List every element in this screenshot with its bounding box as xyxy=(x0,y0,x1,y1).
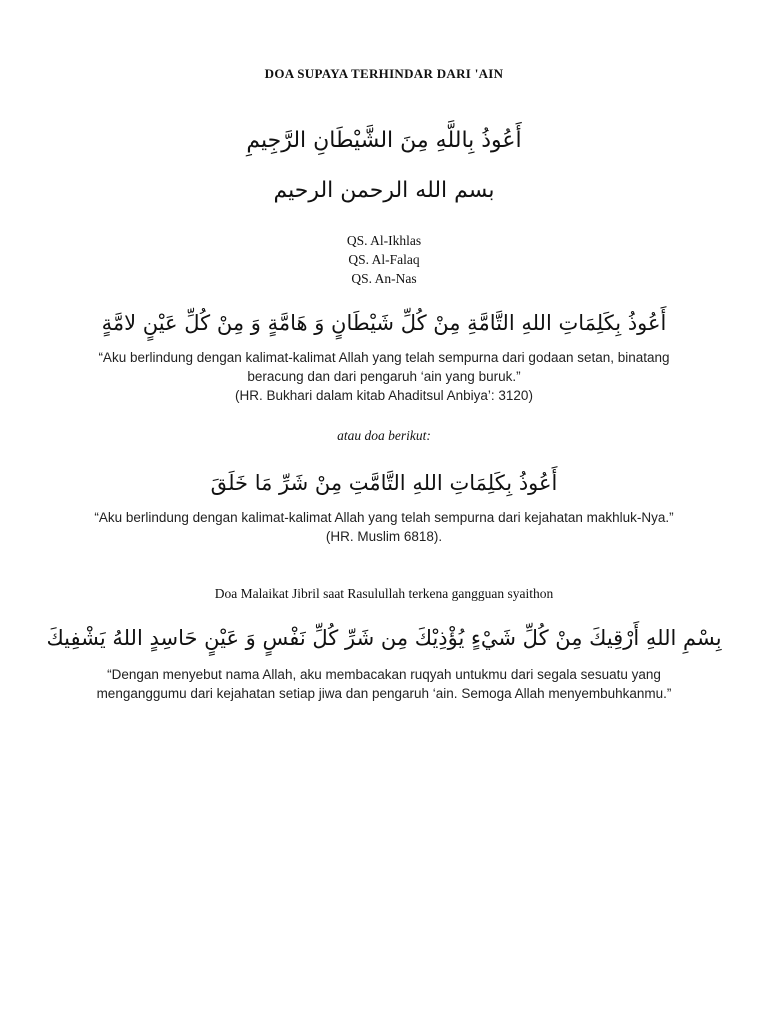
basmalah-arabic: بسم الله الرحمن الرحيم xyxy=(273,178,495,203)
or-label: atau doa berikut: xyxy=(337,428,431,443)
dua1-translation-line1: “Aku berlindung dengan kalimat-kalimat Allah yang telah sempurna dari godaan setan, binatang xyxy=(98,350,670,365)
jibril-heading: Doa Malaikat Jibril saat Rasulullah terkena gangguan syaithon xyxy=(214,586,554,601)
dua2-arabic: أَعُوذُ بِكَلِمَاتِ اللهِ التَّامَّتِ مِنْ شَرِّ مَا خَلَقَ xyxy=(210,471,558,495)
surah-item: QS. Al-Ikhlas xyxy=(346,233,422,248)
dua1-arabic: أَعُوذُ بِكَلِمَاتِ اللهِ التَّامَّةِ مِنْ كُلِّ شَيْطَانٍ وَ هَامَّةٍ وَ مِنْ كُلِّ عَيْنٍ لامَّةٍ xyxy=(101,311,667,335)
document-title: DOA SUPAYA TERHINDAR DARI 'AIN xyxy=(264,66,504,81)
dua3-translation-line2: menganggumu dari kejahatan setiap jiwa dan pengaruh ‘ain. Semoga Allah menyembuhkanmu.” xyxy=(96,686,672,701)
surah-item: QS. Al-Falaq xyxy=(348,252,420,267)
surah-item: QS. An-Nas xyxy=(351,271,417,286)
dua1-translation-line2: beracung dan dari pengaruh ‘ain yang buruk.” xyxy=(247,369,521,384)
dua2-translation: “Aku berlindung dengan kalimat-kalimat Allah yang telah sempurna dari kejahatan makhluk-Nya.” xyxy=(94,510,674,525)
dua3-arabic: بِسْمِ اللهِ أَرْقِيكَ مِنْ كُلِّ شَيْءٍ يُؤْذِيْكَ مِن شَرِّ كُلِّ نَفْسٍ وَ عَيْنٍ حَاسِدٍ اللهُ يَشْفِيكَ xyxy=(46,626,722,650)
dua1-source: (HR. Bukhari dalam kitab Ahaditsul Anbiya’: 3120) xyxy=(235,388,533,403)
dua3-translation-line1: “Dengan menyebut nama Allah, aku membacakan ruqyah untukmu dari segala sesuatu yang xyxy=(107,667,661,682)
dua2-source: (HR. Muslim 6818). xyxy=(325,529,443,544)
taawudz-arabic: أَعُوذُ بِاللَّهِ مِنَ الشَّيْطَانِ الرَّجِيمِ xyxy=(246,128,522,153)
